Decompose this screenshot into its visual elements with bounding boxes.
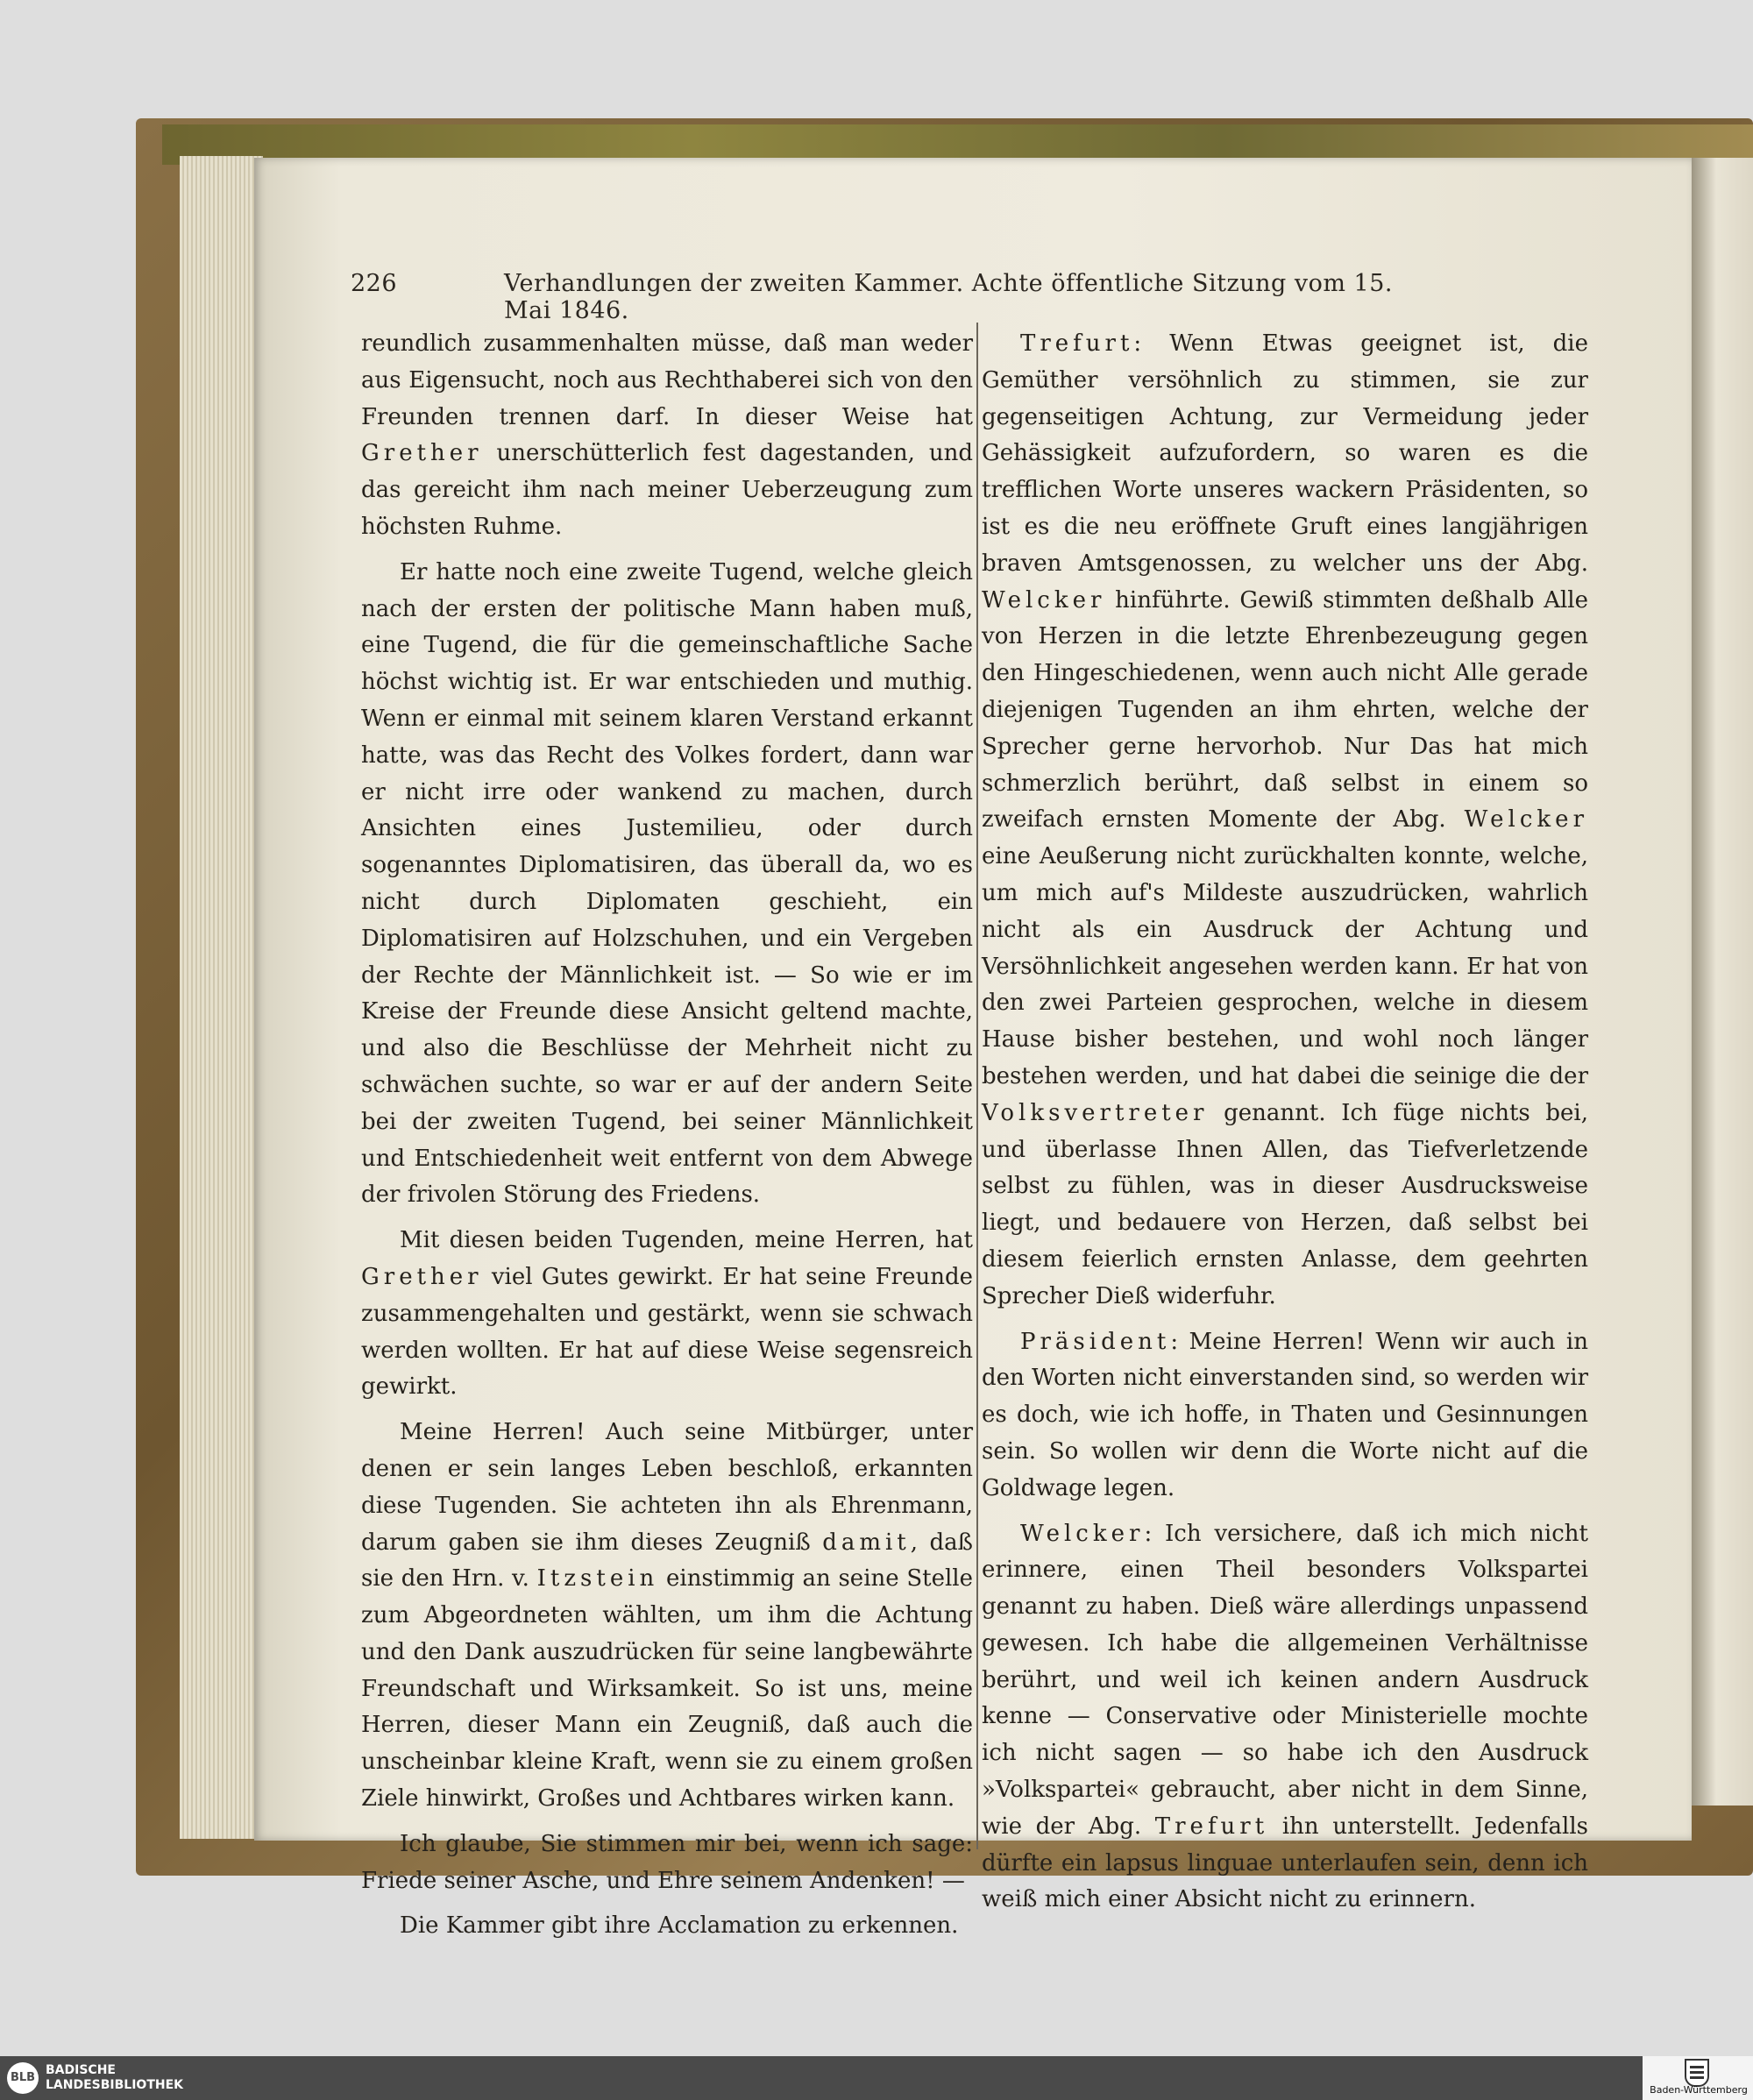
page-number: 226 (351, 270, 398, 297)
spaced-name: damit (822, 1529, 911, 1556)
text-run: : Wenn Etwas geeignet ist, die Gemüther versöhnlich zu stimmen, sie zur gegenseitigen Achtung, zur Vermeidung jeder Gehässigkeit aufzufordern, so waren es die trefflichen Worte unseres wackern Präsidenten, so ist es die neu eröffnete Gruft eines langjährigen braven Amtsgenossen, zu welcher uns der Abg. (982, 330, 1588, 577)
spaced-name: Grether (361, 1263, 483, 1290)
paragraph (982, 326, 1588, 1316)
text-run: Meine Herren! Auch seine Mitbürger, unter denen er sein langes Leben beschloß, erkannten diese Tugenden. Sie achteten ihn als Ehrenmann, darum gaben sie ihm dieses Zeugniß (361, 1419, 973, 1556)
spaced-name: Grether (361, 440, 483, 467)
text-run: hinführte. Gewiß stimmten deßhalb Alle von Herzen in die letzte Ehrenbezeugung gegen den Hingeschiedenen, wenn auch nicht Alle gerade diejenigen Tugenden an ihm ehrten, welche der Sprecher gerne hervorhob. Nur Das hat mich schmerzlich berührt, daß selbst in einem so zweifach ernsten Momente der Abg. (982, 586, 1588, 834)
paragraph (361, 1223, 973, 1406)
spaced-name: Trefurt (1020, 330, 1134, 357)
paragraph (982, 1324, 1588, 1508)
paragraph (361, 1415, 973, 1818)
text-run: , daß sie den Hrn. v. (361, 1529, 973, 1593)
next-page-edge (1692, 158, 1753, 1806)
paragraph (982, 1516, 1588, 1919)
column-divider (976, 323, 978, 1849)
text-run: Die Kammer gibt ihre Acclamation zu erkennen. (400, 1912, 959, 1940)
library-name (46, 2063, 183, 2093)
text-run: Er hatte noch eine zweite Tugend, welche gleich nach der ersten der politische Mann haben muß, eine Tugend, die für die gemeinschaftliche Sache höchst wichtig ist. Er war entschieden und muthig. Wenn er einmal mit seinem klaren Verstand erkannt hatte, was das Recht des Volkes fordert, dann war er nicht irre oder wankend zu machen, durch Ansichten eines Justemilieu, oder durch sogenanntes Diplomatisiren, das überall da, wo es nicht durch Diplomaten geschieht, ein Diplomatisiren auf Holzschuhen, und ein Vergeben der Rechte der Männlichkeit ist. — So wie er im Kreise der Freunde diese Ansicht geltend machte, und also die Beschlüsse der Mehrheit nicht zu schwächen suchte, so war er auf der andern Seite bei der zweiten Tugend, bei seiner Männlichkeit und Entschiedenheit weit entfernt von dem Abwege der frivolen Störung des Friedens. (361, 558, 973, 1209)
left-column (361, 326, 973, 1954)
text-run: Ich glaube, Sie stimmen mir bei, wenn ich sage: Friede seiner Asche, und Ehre seinem Andenken! — (361, 1830, 973, 1894)
library-name-line2: LANDESBIBLIOTHEK (46, 2078, 184, 2092)
spaced-name: Volksvertreter (982, 1099, 1209, 1126)
spaced-name: Welcker (982, 586, 1106, 614)
text-run: : Ich versichere, daß ich mich nicht erinnere, einen Theil besonders Volkspartei genannt zu haben. Dieß wäre allerdings unpassend gewesen. Ich habe die allgemeinen Verhältnisse berührt, und weil ich keinen andern Ausdruck kenne — Conservative oder Ministerielle mochte ich nicht sagen — so habe ich den Ausdruck »Volkspartei« gebraucht, aber nicht in dem Sinne, wie der Abg. (982, 1520, 1588, 1840)
paragraph (361, 326, 973, 546)
right-column (982, 326, 1588, 1927)
page-edges (180, 156, 263, 1839)
text-run: : Meine Herren! Wenn wir auch in den Worten nicht einverstanden sind, so werden wir es doch, wie ich hoffe, in Thaten und Gesinnungen sein. So wollen wir denn die Worte nicht auf die Goldwage legen. (982, 1328, 1588, 1501)
text-run: reundlich zusammenhalten müsse, daß man weder aus Eigensucht, noch aus Rechthaberei sich von den Freunden trennen darf. In dieser Weise hat (361, 330, 973, 430)
coat-of-arms-icon (1685, 2059, 1709, 2087)
footer-bar (0, 2056, 1753, 2100)
text-run: einstimmig an seine Stelle zum Abgeordneten wählten, um ihm die Achtung und den Dank auszudrücken für seine langbewährte Freundschaft und Wirksamkeit. So ist uns, meine Herren, dieser Mann ein Zeugniß, daß auch die unscheinbar kleine Kraft, wenn sie zu einem großen Ziele hinwirkt, Großes und Achtbares wirken kann. (361, 1565, 974, 1813)
spaced-name: Welcker (1464, 806, 1588, 834)
paragraph (361, 1827, 973, 1900)
spaced-name: Welcker (1020, 1520, 1145, 1547)
text-run: Mit diesen beiden Tugenden, meine Herren, hat (400, 1227, 973, 1254)
spaced-name: Präsident (1020, 1328, 1171, 1355)
spaced-name: Itzstein (536, 1565, 659, 1593)
paragraph (361, 1908, 973, 1945)
text-run: ihn unterstellt. Jedenfalls dürfte ein lapsus linguae unterlaufen sein, denn ich weiß mich einer Absicht nicht zu erinnern. (982, 1813, 1588, 1913)
text-run: viel Gutes gewirkt. Er hat seine Freunde zusammengehalten und gestärkt, wenn sie schwach werden wollten. Er hat auf diese Weise segensreich gewirkt. (361, 1263, 973, 1401)
state-name: Baden-Württemberg (1650, 2084, 1748, 2096)
paragraph (361, 555, 973, 1214)
library-name-line1: BADISCHE (46, 2063, 116, 2077)
text-run: unerschütterlich fest dagestanden, und das gereicht ihm nach meiner Ueberzeugung zum höchsten Ruhme. (361, 440, 973, 540)
running-head (351, 270, 1437, 324)
spaced-name: Trefurt (1154, 1813, 1269, 1840)
text-run: genannt. Ich füge nichts bei, und überlasse Ihnen Allen, das Tiefverletzende selbst zu fühlen, was in dieser Ausdrucksweise liegt, und bedauere von Herzen, daß selbst bei diesem feierlich ernsten Anlasse, dem geehrten Sprecher Dieß widerfuhr. (982, 1099, 1588, 1309)
text-run: eine Aeußerung nicht zurückhalten konnte, welche, um mich auf's Mildeste auszudrücken, wahrlich nicht als ein Ausdruck der Achtung und Versöhnlichkeit angesehen werden kann. Er hat von den zwei Parteien gesprochen, welche in diesem Hause bisher bestehen, und wohl noch länger bestehen werden, und hat dabei die seinige die der (982, 843, 1588, 1089)
blb-logo: BLB (7, 2062, 39, 2094)
running-title: Verhandlungen der zweiten Kammer. Achte öffentliche Sitzung vom 15. Mai 1846. (504, 270, 1393, 324)
